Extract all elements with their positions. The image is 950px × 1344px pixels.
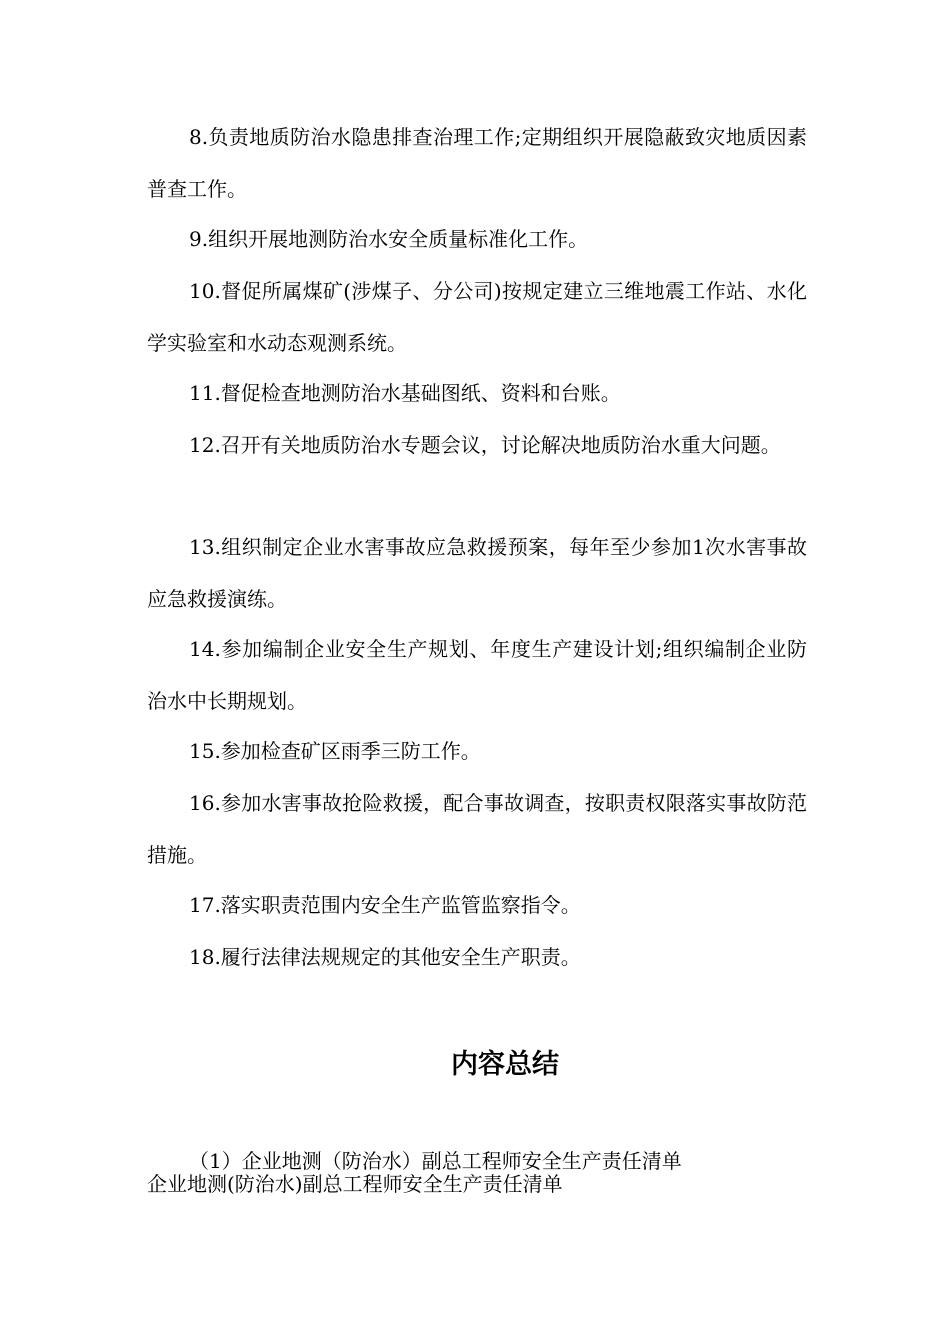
list-item-12: 12.召开有关地质防治水专题会议，讨论解决地质防治水重大问题。 bbox=[189, 433, 781, 457]
list-item-8: 8.负责地质防治水隐患排查治理工作;定期组织开展隐蔽致灾地质因素普查工作。 bbox=[147, 125, 807, 201]
list-item-15: 15.参加检查矿区雨季三防工作。 bbox=[189, 739, 481, 763]
list-item-9: 9.组织开展地测防治水安全质量标准化工作。 bbox=[189, 227, 589, 251]
list-item-14: 14.参加编制企业安全生产规划、年度生产建设计划;组织编制企业防治水中长期规划。 bbox=[147, 637, 807, 713]
list-item-17: 17.落实职责范围内安全生产监管监察指令。 bbox=[189, 893, 581, 917]
list-item-11: 11.督促检查地测防治水基础图纸、资料和台账。 bbox=[189, 381, 621, 405]
summary-line-2: 企业地测(防治水)副总工程师安全生产责任清单 bbox=[147, 1172, 563, 1196]
summary-block bbox=[147, 1150, 827, 1196]
list-item-18: 18.履行法律法规规定的其他安全生产职责。 bbox=[189, 945, 581, 969]
summary-line-1: （1）企业地测（防治水）副总工程师安全生产责任清单 bbox=[189, 1149, 682, 1173]
list-item-13: 13.组织制定企业水害事故应急救援预案，每年至少参加1次水害事故应急救援演练。 bbox=[147, 535, 807, 611]
list-item-10: 10.督促所属煤矿(涉煤子、分公司)按规定建立三维地震工作站、水化学实验室和水动态观测系统。 bbox=[147, 279, 807, 355]
list-item-16: 16.参加水害事故抢险救援，配合事故调查，按职责权限落实事故防范措施。 bbox=[147, 791, 807, 867]
summary-heading: 内容总结 bbox=[451, 1049, 559, 1080]
